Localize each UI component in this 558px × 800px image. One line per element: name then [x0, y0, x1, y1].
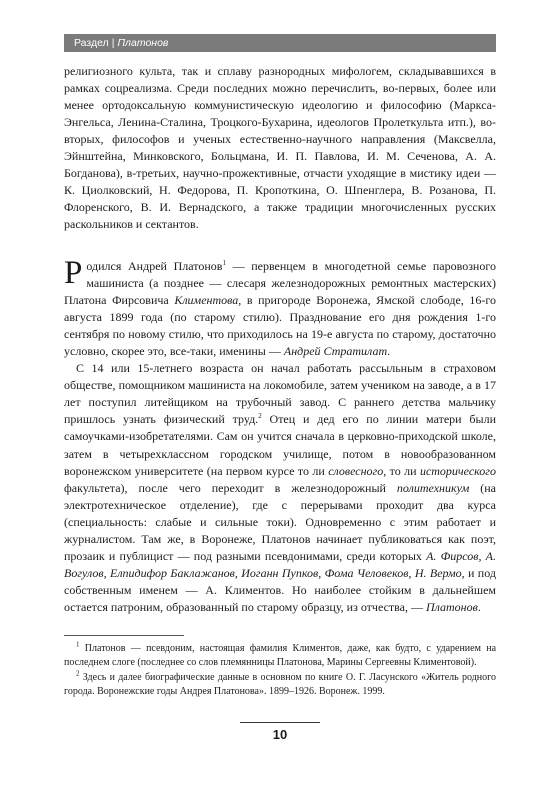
top-paragraph-block — [64, 63, 496, 233]
footnote-ref-1[interactable]: 1 — [222, 259, 226, 267]
text-run: С 14 или 15-летнего возраста он начал работать рассыльным в страховом обществе, помощником машиниста на локомобиле, затем учеником на заводе, а в 17 лет поступил литейщиком на трубочный завод. С раннего детства мальчику пришлось узнать физический труд. — [64, 361, 496, 427]
page-number: 10 — [272, 727, 288, 742]
footnote-1 — [64, 642, 496, 671]
footnotes-block — [64, 642, 496, 699]
footnote-2 — [64, 671, 496, 700]
text-run: . — [387, 344, 391, 359]
text-run: факультета), после чего переходит в железнодорожный — [64, 480, 397, 495]
footnote-divider — [64, 635, 184, 636]
text-run: . — [477, 599, 481, 614]
biography-block — [64, 255, 497, 616]
italic-run: Платонов — [425, 599, 478, 614]
footnote-1-text: Платонов — псевдоним, настоящая фамилия Климентов, даже, как будто, с ударением на последнем слоге (последнее со слов племянницы Платонова, Марины Сергеевны Климентовой). — [64, 643, 497, 669]
biography-paragraph-1 — [64, 255, 497, 360]
text-run: , то ли — [383, 463, 420, 478]
text-run: Отец и дед его по линии матери были самоучками-изобретателями. Сам он учится сначала в церковно-приходской школе, затем в четырехклассном городском училище, потом в новообразованном воронежском университете (на первом курсе то ли — [64, 412, 496, 478]
italic-run: исторического — [419, 463, 496, 478]
text-run: , и под собственным именем — А. Климентов. Но наиболее стойким в дальнейшем остается патроним, образованный по старому образцу, из отчества, — — [64, 565, 496, 614]
top-paragraph: религиозного культа, так и сплаву разнородных мифологем, складывавшихся в рамках соцреализма. Среди последних можно перечислить, во-первых, более или менее ортодоксальную коммунистическую идеологию и философию (Маркса-Энгельса, Ленина-Сталина, Троцкого-Бухарина, идеологов Пролеткульта итп.), во-вторых, философов и ученых естественно-научного направления (Максвелла, Эйнштейна, Минковского, Больцмана, И. П. Павлова, И. М. Сеченова, А. А. Богданова), в-третьих, научно-прожективные, отчасти уходящие в мистику идеи — К. Циолковский, Н. Федорова, П. Кропоткина, О. Шпенглера, В. Розанова, П. Флоренского, В. И. Вернадского, а также традиции многочисленных русских раскольников и сектантов. — [64, 64, 496, 232]
italic-run: Климентова — [174, 293, 239, 308]
section-title: Платонов — [117, 37, 169, 49]
italic-run: политехникум — [396, 480, 470, 495]
italic-run: Андрей Стратилат — [283, 344, 388, 359]
biography-paragraph-2 — [64, 360, 496, 616]
text-run: — первенцем в многодетной семье паровозного машиниста (а позднее — слесаря железнодорожных ремонтных мастерских) Платона Фирсовича — [64, 259, 496, 308]
text-run: одился Андрей Платонов — [86, 259, 223, 273]
text-run: , в пригороде Воронежа, Ямской слободе, 16-го августа 1899 года (по старому стилю). Празднование его дня рождения 1-го сентября по новому стилю, что приходилось на 19-е августа по старому, достаточно условно, скорее это, все-таки, именины — — [64, 293, 497, 359]
footnote-marker-1: 1 — [76, 640, 80, 649]
italic-run: А. Фирсов, А. Вогулов, Елпидифор Баклажанов, Иоганн Пупков, Фома Человеков, Н. Вермо — [64, 548, 496, 580]
footnote-2-text: Здесь и далее биографические данные в основном по книге О. Г. Ласунского «Житель родного города. Воронежские годы Андрея Платонова». 1899–1926. Воронеж. 1999. — [64, 671, 497, 697]
section-label: Раздел — [74, 37, 109, 49]
footnote-marker-2: 2 — [76, 669, 80, 678]
text-run: (на электротехническое отделение), где с перерывами проходит два курса (специальность: слабые и сильные токи). Одновременно с этим работает и журналистом. Там же, в Воронеже, Платонов начинает публиковаться как поэт, прозаик и публицист — под разными псевдонимами, среди которых — [64, 480, 496, 563]
italic-run: словесного — [328, 463, 384, 478]
page-number-rule — [240, 722, 320, 723]
header-separator: | — [111, 37, 115, 49]
footnote-ref-2[interactable]: 2 — [258, 412, 262, 421]
drop-cap: Р — [64, 255, 83, 291]
running-header — [64, 34, 496, 52]
